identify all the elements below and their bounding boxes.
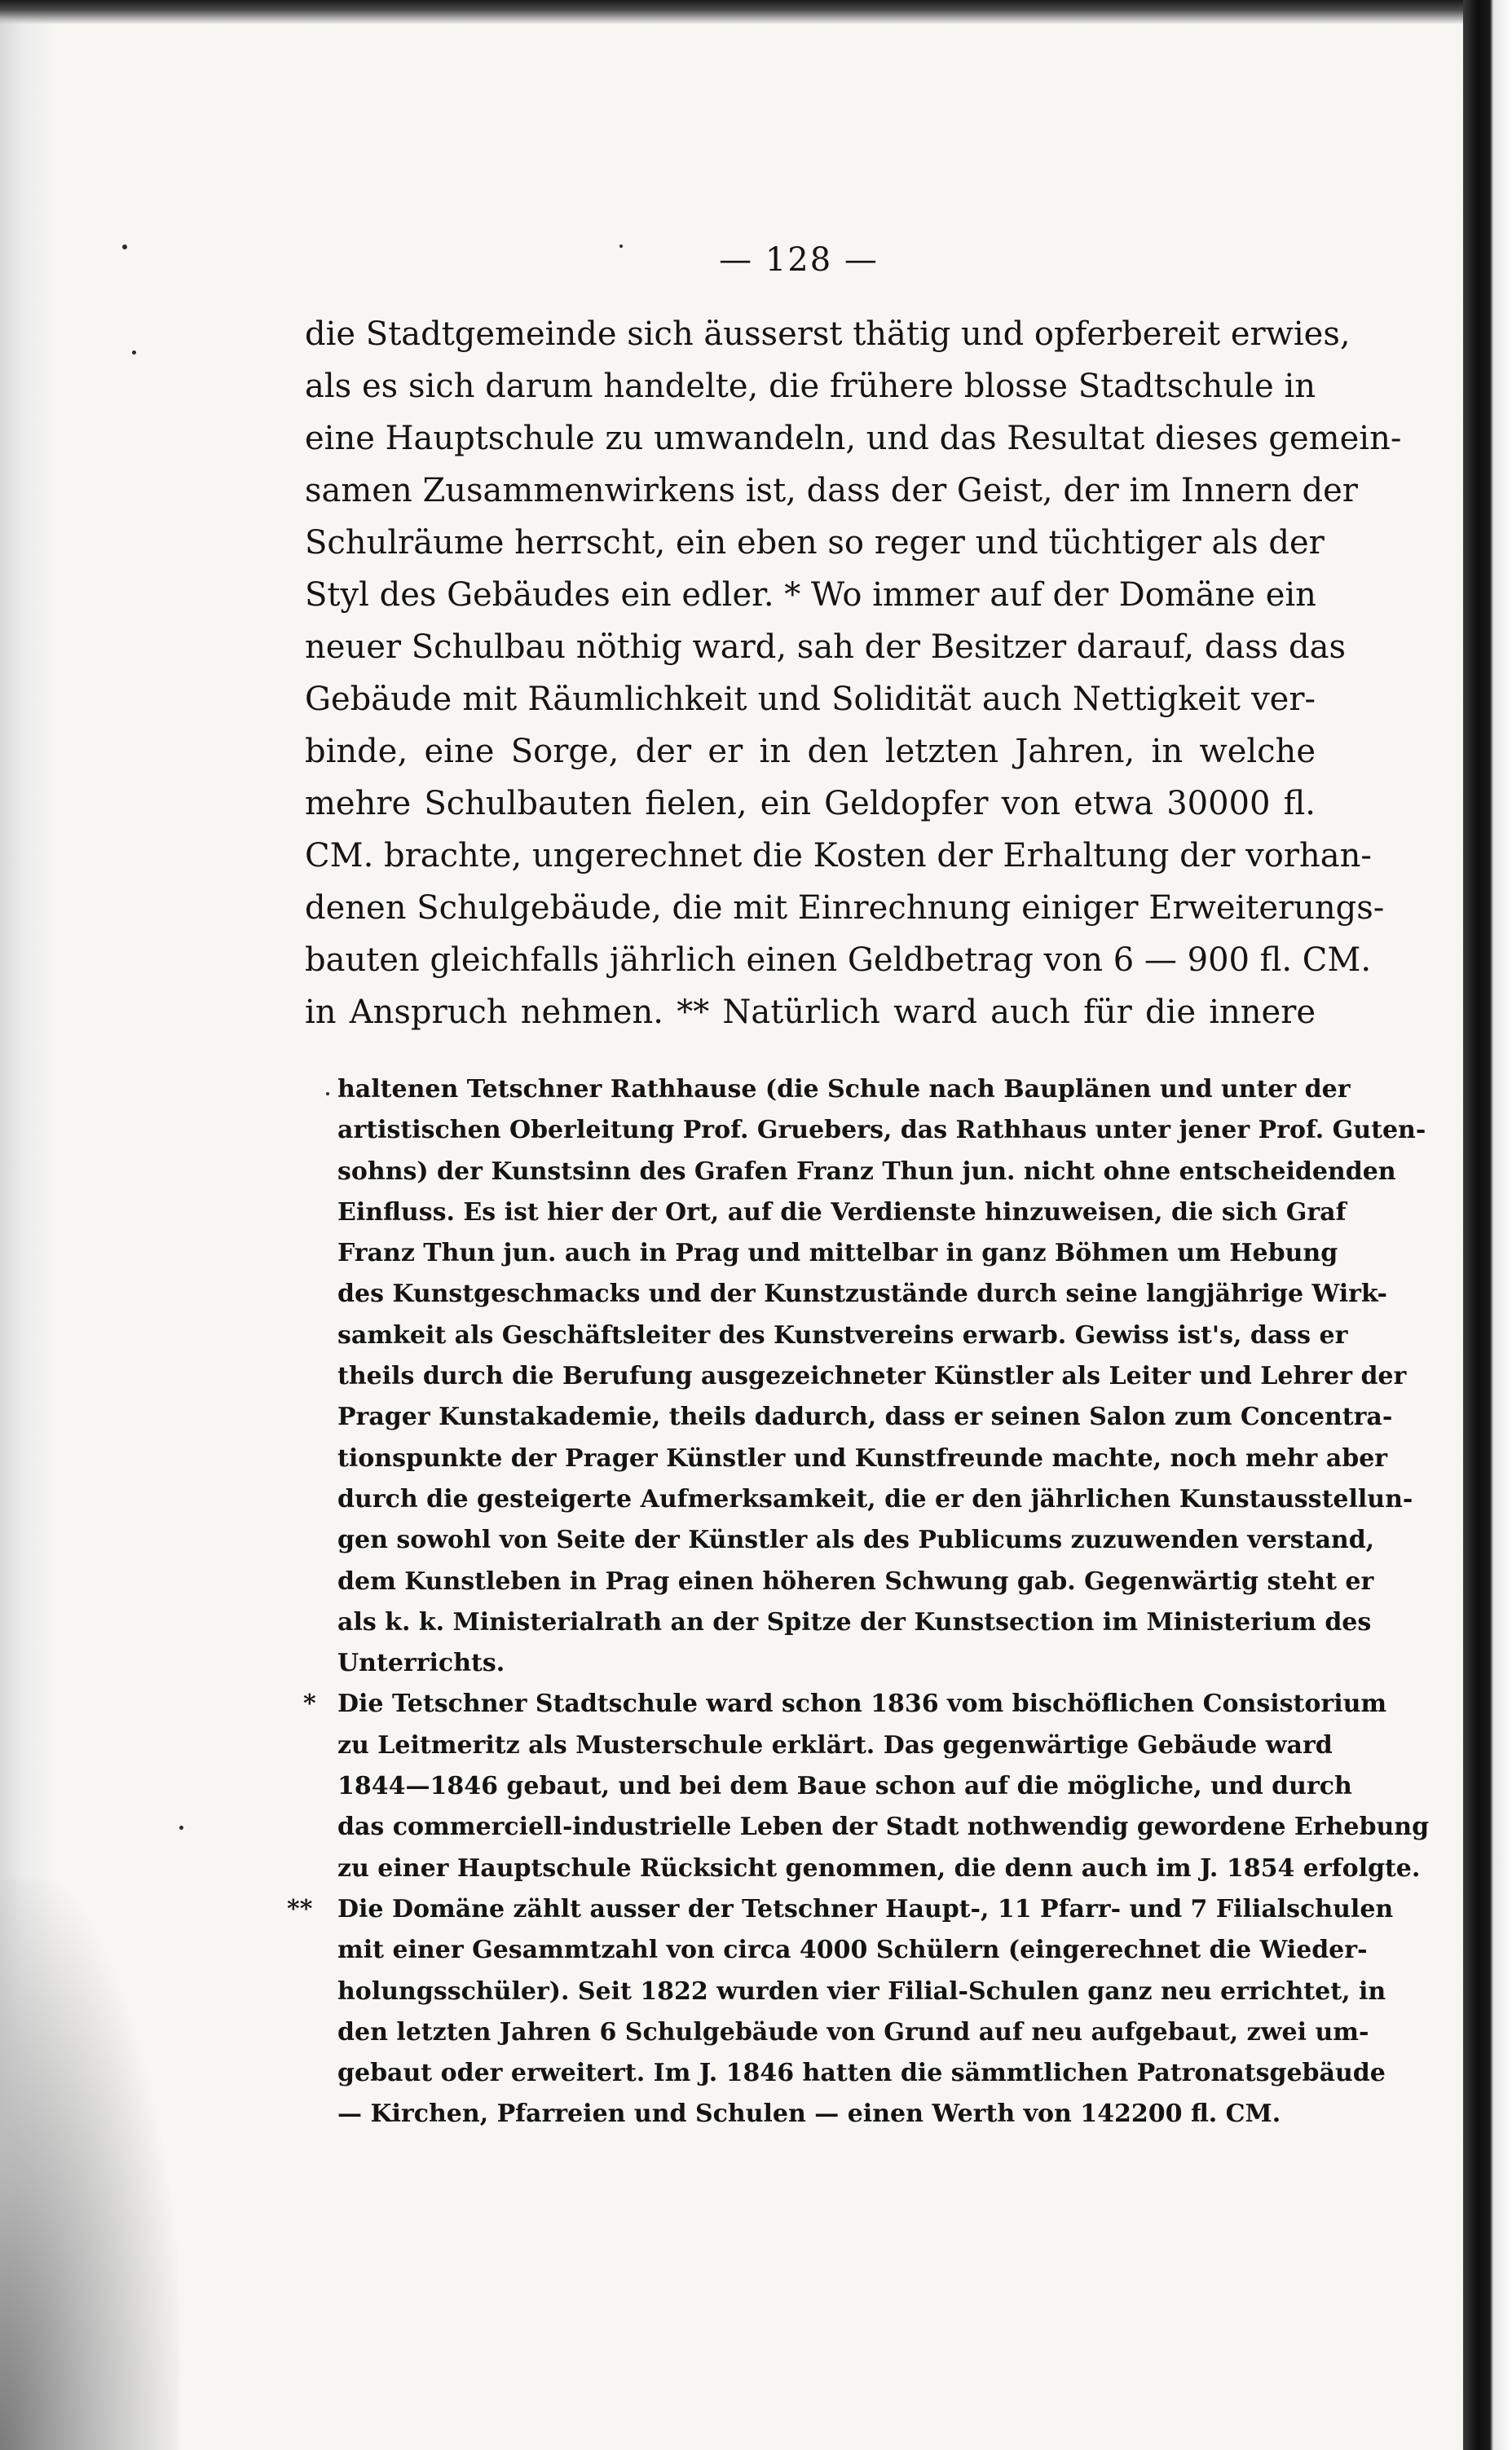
footnote-line: samkeit als Geschäftsleiter des Kunstvereins erwarb. Gewiss ist's, dass er — [337, 1320, 1348, 1350]
footnote-line: gen sowohl von Seite der Künstler als des Publicums zuzuwenden verstand, — [337, 1526, 1375, 1555]
footnote-line: Franz Thun jun. auch in Prag und mittelbar in ganz Böhmen um Hebung — [337, 1239, 1338, 1268]
text-line: samen Zusammenwirkens ist, dass der Geist, der im Innern der — [305, 472, 1358, 509]
footnotes-block — [287, 1069, 1430, 2135]
text-line: CM. brachte, ungerechnet die Kosten der Erhaltung der vorhan- — [305, 837, 1372, 875]
text-line: die Stadtgemeinde sich äusserst thätig und opferbereit erwies, — [305, 315, 1351, 353]
footnote-line: durch die gesteigerte Aufmerksamkeit, die er den jährlichen Kunstausstellun- — [337, 1484, 1413, 1514]
dust-speck — [179, 1826, 183, 1830]
footnote-line: tionspunkte der Prager Künstler und Kunstfreunde machte, noch mehr aber — [337, 1443, 1388, 1473]
footnote-single-asterisk — [303, 1684, 1430, 1888]
footnote-line: Die Domäne zählt ausser der Tetschner Haupt-, 11 Pfarr- und 7 Filialschulen — [337, 1894, 1394, 1923]
footnote-line: gebaut oder erweitert. Im J. 1846 hatten die sämmtlichen Patronatsgebäude — [337, 2059, 1386, 2088]
footnote-line: theils durch die Berufung ausgezeichneter Künstler als Leiter und Lehrer der — [337, 1362, 1407, 1391]
text-line: bauten gleichfalls jährlich einen Geldbetrag von 6 — 900 fl. CM. — [305, 941, 1372, 979]
footnote-line: sohns) der Kunstsinn des Grafen Franz Thun jun. nicht ohne entscheidenden — [337, 1157, 1396, 1186]
footnote-line: zu Leitmeritz als Musterschule erklärt. Das gegenwärtige Gebäude ward — [337, 1730, 1333, 1760]
footnote-line: des Kunstgeschmacks und der Kunstzustände durch seine langjährige Wirk- — [337, 1280, 1387, 1309]
footnote-marker: * — [303, 1690, 316, 1719]
footnote-line: das commerciell-industrielle Leben der Stadt nothwendig gewordene Erhebung — [337, 1813, 1430, 1842]
footnote-double-asterisk — [287, 1889, 1394, 2135]
footnote-line: artistischen Oberleitung Prof. Gruebers, das Rathhaus unter jener Prof. Guten- — [337, 1116, 1426, 1145]
dust-speck — [326, 1092, 329, 1095]
dust-speck — [122, 245, 127, 249]
text-line: neuer Schulbau nöthig ward, sah der Besitzer darauf, dass das — [305, 628, 1346, 666]
footnote-continued — [337, 1069, 1426, 1684]
scan-top-edge — [0, 0, 1467, 24]
text-line: in Anspruch nehmen. ** Natürlich ward auch für die innere — [305, 994, 1316, 1031]
scan-right-edge — [1463, 0, 1512, 2450]
scan-shadow — [0, 1879, 179, 2450]
dust-speck — [132, 350, 136, 355]
text-line: Styl des Gebäudes ein edler. * Wo immer auf der Domäne ein — [305, 576, 1316, 614]
page-number: — 128 — — [719, 241, 879, 279]
footnote-line: haltenen Tetschner Rathhause (die Schule nach Bauplänen und unter der — [337, 1075, 1351, 1104]
footnote-line: 1844—1846 gebaut, und bei dem Baue schon auf die mögliche, und durch — [337, 1772, 1352, 1801]
footnote-line: Prager Kunstakademie, theils dadurch, dass er seinen Salon zum Concentra- — [337, 1403, 1393, 1432]
footnote-line: als k. k. Ministerialrath an der Spitze der Kunstsection im Ministerium des — [337, 1607, 1372, 1637]
text-line: binde, eine Sorge, der er in den letzten Jahren, in welche — [305, 733, 1316, 770]
footnote-line: Die Tetschner Stadtschule ward schon 1836 vom bischöflichen Consistorium — [337, 1690, 1387, 1719]
footnote-line: holungsschüler). Seit 1822 wurden vier Filial-Schulen ganz neu errichtet, in — [337, 1976, 1386, 2006]
text-line: Schulräume herrscht, ein eben so reger und tüchtiger als der — [305, 524, 1325, 562]
footnote-line: zu einer Hauptschule Rücksicht genommen, die denn auch im J. 1854 erfolgte. — [337, 1853, 1421, 1883]
text-line: eine Hauptschule zu umwandeln, und das Resultat dieses gemein- — [305, 420, 1402, 457]
dust-speck — [619, 245, 623, 248]
text-line: Gebäude mit Räumlichkeit und Solidität auch Nettigkeit ver- — [305, 681, 1316, 718]
main-text-block — [305, 308, 1402, 1038]
footnote-line: — Kirchen, Pfarreien und Schulen — einen Werth von 142200 fl. CM. — [337, 2100, 1281, 2129]
footnote-line: Unterrichts. — [337, 1649, 505, 1678]
footnote-line: Einfluss. Es ist hier der Ort, auf die Verdienste hinzuweisen, die sich Graf — [337, 1197, 1347, 1227]
footnote-marker: ** — [287, 1894, 313, 1923]
text-line: mehre Schulbauten fielen, ein Geldopfer von etwa 30000 fl. — [305, 785, 1316, 822]
footnote-line: dem Kunstleben in Prag einen höheren Schwung gab. Gegenwärtig steht er — [337, 1567, 1374, 1596]
text-line: als es sich darum handelte, die frühere blosse Stadtschule in — [305, 368, 1316, 405]
text-line: denen Schulgebäude, die mit Einrechnung einiger Erweiterungs- — [305, 889, 1385, 927]
footnote-line: den letzten Jahren 6 Schulgebäude von Grund auf neu aufgebaut, zwei um- — [337, 2017, 1369, 2047]
footnote-line: mit einer Gesammtzahl von circa 4000 Schülern (eingerechnet die Wieder- — [337, 1936, 1368, 1965]
